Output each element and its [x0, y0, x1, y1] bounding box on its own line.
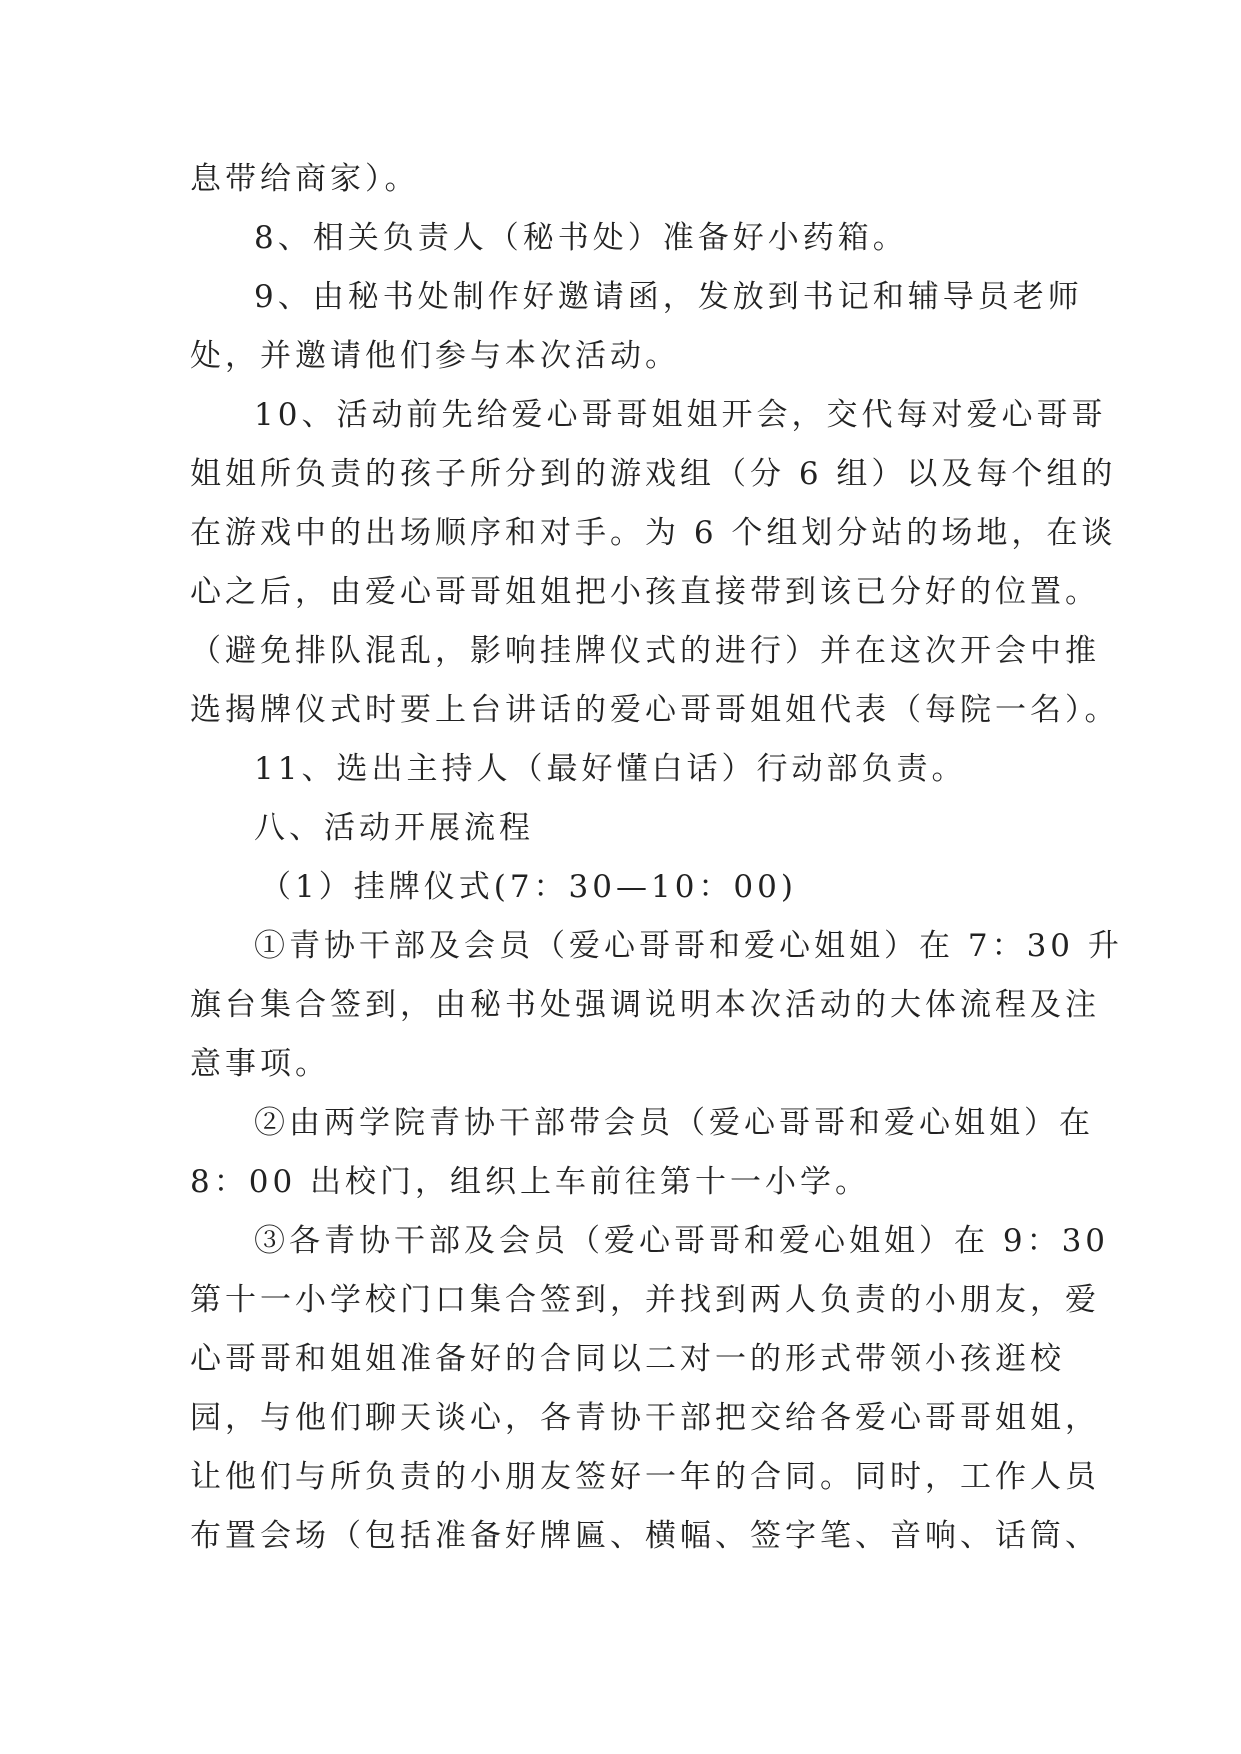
text-line: 选揭牌仪式时要上台讲话的爱心哥哥姐姐代表（每院一名）。 [190, 692, 1120, 728]
text-line: （避免排队混乱，影响挂牌仪式的进行）并在这次开会中推 [190, 633, 1100, 669]
text-line: 第十一小学校门口集合签到，并找到两人负责的小朋友，爱 [190, 1282, 1100, 1318]
text-line: 布置会场（包括准备好牌匾、横幅、签字笔、音响、话筒、 [190, 1518, 1100, 1554]
subsection-heading: （1）挂牌仪式(7：30—10：00) [260, 869, 797, 905]
document-body [190, 150, 1123, 1566]
text-line: 息带给商家）。 [190, 161, 420, 197]
text-line: 姐姐所负责的孩子所分到的游戏组（分 6 组）以及每个组的 [190, 456, 1117, 492]
text-line: ②由两学院青协干部带会员（爱心哥哥和爱心姐姐）在 [254, 1105, 1094, 1141]
text-line: 意事项。 [190, 1046, 330, 1082]
text-line: 心之后，由爱心哥哥姐姐把小孩直接带到该已分好的位置。 [190, 574, 1100, 610]
text-line: ①青协干部及会员（爱心哥哥和爱心姐姐）在 7：30 升 [254, 928, 1123, 964]
text-line: 旗台集合签到，由秘书处强调说明本次活动的大体流程及注 [190, 987, 1100, 1023]
text-line: 园，与他们聊天谈心，各青协干部把交给各爱心哥哥姐姐， [190, 1400, 1100, 1436]
text-line: 10、活动前先给爱心哥哥姐姐开会，交代每对爱心哥哥 [254, 397, 1107, 433]
text-line: 心哥哥和姐姐准备好的合同以二对一的形式带领小孩逛校 [190, 1341, 1065, 1377]
text-line: 9、由秘书处制作好邀请函，发放到书记和辅导员老师 [254, 279, 1083, 315]
text-line: ③各青协干部及会员（爱心哥哥和爱心姐姐）在 9：30 [254, 1223, 1110, 1259]
section-heading: 八、活动开展流程 [254, 810, 534, 846]
text-line: 8、相关负责人（秘书处）准备好小药箱。 [254, 220, 908, 256]
text-line: 在游戏中的出场顺序和对手。为 6 个组划分站的场地，在谈 [190, 515, 1117, 551]
text-line: 8：00 出校门，组织上车前往第十一小学。 [190, 1164, 871, 1200]
text-line: 让他们与所负责的小朋友签好一年的合同。同时，工作人员 [190, 1459, 1100, 1495]
text-line: 处，并邀请他们参与本次活动。 [190, 338, 680, 374]
text-line: 11、选出主持人（最好懂白话）行动部负责。 [254, 751, 967, 787]
